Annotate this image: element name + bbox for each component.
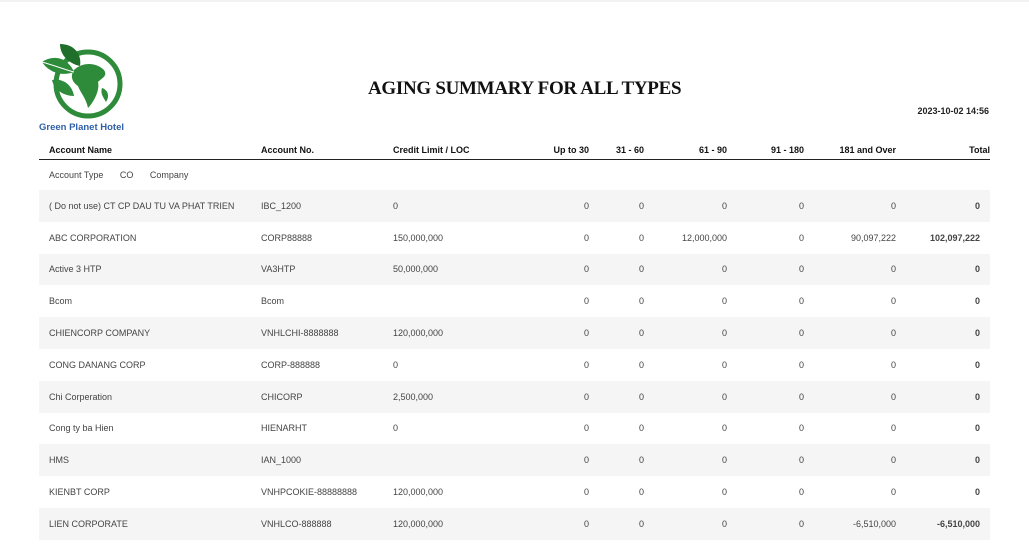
up-to-30-cell: 0 [583,232,589,243]
181-over-cell: 0 [804,317,896,349]
61-90-cell: 0 [644,190,727,222]
credit-limit-cell: 0 [393,359,399,370]
181-over-cell: 0 [804,190,896,222]
181-over-cell: 0 [804,444,896,476]
61-90-cell: 0 [721,487,727,498]
91-180-cell: 0 [798,359,804,370]
91-180-cell: 0 [798,423,804,434]
total-cell: 0 [896,444,990,476]
column-header-up-to-30: Up to 30 [521,140,589,160]
31-60-cell: 0 [589,254,644,286]
account-name-cell: CHIENCORP COMPANY [39,317,261,349]
table-row [39,285,990,317]
account-no-cell: VNHLCO-888888 [261,508,393,540]
account-no-cell: VNHLCHI-8888888 [261,317,393,349]
group-label: Account Type [49,170,104,180]
table-row [39,190,990,222]
31-60-cell: 0 [638,487,644,498]
credit-limit-cell: 120,000,000 [393,508,521,540]
181-over-cell: 0 [804,254,896,286]
account-no-cell: HIENARHT [261,423,308,434]
total-cell: 0 [974,423,980,434]
31-60-cell: 0 [638,423,644,434]
credit-limit-cell [393,444,521,476]
61-90-cell: 0 [721,296,727,307]
up-to-30-cell: 0 [583,423,589,434]
total-cell: 0 [896,254,990,286]
table-row [39,508,990,540]
account-no-cell: VA3HTP [261,254,393,286]
column-header-31-60: 31 - 60 [589,140,644,160]
credit-limit-cell: 150,000,000 [393,232,444,243]
table-row [39,381,990,413]
31-60-cell: 0 [638,359,644,370]
91-180-cell: 0 [727,254,804,286]
account-name-cell: LIEN CORPORATE [39,508,261,540]
61-90-cell: 0 [721,359,727,370]
hotel-name: Green Planet Hotel [39,122,124,133]
up-to-30-cell: 0 [521,254,589,286]
61-90-cell: 0 [644,444,727,476]
credit-limit-cell [393,285,521,317]
91-180-cell: 0 [727,508,804,540]
account-no-cell: CHICORP [261,381,393,413]
column-header-account-name: Account Name [39,140,261,160]
green-planet-logo-icon [38,40,128,132]
91-180-cell: 0 [798,487,804,498]
61-90-cell: 0 [644,317,727,349]
column-header-account-no: Account No. [261,140,393,160]
91-180-cell: 0 [798,232,804,243]
up-to-30-cell: 0 [583,487,589,498]
total-cell: 0 [974,296,980,307]
61-90-cell: 0 [644,508,727,540]
181-over-cell: 90,097,222 [850,232,896,243]
181-over-cell: -6,510,000 [804,508,896,540]
31-60-cell: 0 [589,444,644,476]
total-cell: 0 [974,487,980,498]
61-90-cell: 0 [644,381,727,413]
page-top-border [0,0,1029,2]
account-no-cell: CORP-888888 [261,359,321,370]
account-no-cell: CORP88888 [261,232,313,243]
61-90-cell: 0 [721,423,727,434]
up-to-30-cell: 0 [521,190,589,222]
total-cell: 0 [896,190,990,222]
account-no-cell: VNHPCOKIE-88888888 [261,487,358,498]
31-60-cell: 0 [638,296,644,307]
account-name-cell: ABC CORPORATION [49,232,137,243]
total-cell: -6,510,000 [896,508,990,540]
up-to-30-cell: 0 [583,359,589,370]
credit-limit-cell: 2,500,000 [393,381,521,413]
account-name-cell: Active 3 HTP [39,254,261,286]
account-name-cell: Bcom [49,296,73,307]
up-to-30-cell: 0 [521,381,589,413]
column-header-total: Total [896,140,990,160]
181-over-cell: 0 [890,423,896,434]
total-cell: 102,097,222 [929,232,980,243]
group-header-row [39,160,990,191]
up-to-30-cell: 0 [521,508,589,540]
31-60-cell: 0 [589,381,644,413]
31-60-cell: 0 [638,232,644,243]
up-to-30-cell: 0 [521,317,589,349]
181-over-cell: 0 [890,359,896,370]
credit-limit-cell: 0 [393,423,399,434]
column-header-61-90: 61 - 90 [644,140,727,160]
table-row [39,413,990,445]
column-header-credit-limit: Credit Limit / LOC [393,140,521,160]
31-60-cell: 0 [589,317,644,349]
table-row [39,476,990,508]
column-header-91-180: 91 - 180 [727,140,804,160]
up-to-30-cell: 0 [583,296,589,307]
table-row [39,317,990,349]
account-name-cell: Cong ty ba Hien [49,423,114,434]
181-over-cell: 0 [804,381,896,413]
91-180-cell: 0 [727,381,804,413]
61-90-cell: 12,000,000 [681,232,727,243]
account-name-cell: KIENBT CORP [49,487,110,498]
report-title: AGING SUMMARY FOR ALL TYPES [368,78,682,99]
account-name-cell: CONG DANANG CORP [49,359,146,370]
up-to-30-cell: 0 [521,444,589,476]
total-cell: 0 [974,359,980,370]
table-row [39,222,990,254]
credit-limit-cell: 120,000,000 [393,487,444,498]
account-no-cell: Bcom [261,296,285,307]
total-cell: 0 [896,381,990,413]
account-no-cell: IBC_1200 [261,190,393,222]
table-row [39,349,990,381]
account-name-cell: Chi Corperation [39,381,261,413]
91-180-cell: 0 [727,444,804,476]
181-over-cell: 0 [890,296,896,307]
table-header-row [39,140,990,160]
aging-summary-table [39,140,990,540]
total-cell: 0 [896,317,990,349]
table-row [39,444,990,476]
report-timestamp: 2023-10-02 14:56 [917,106,989,116]
table-row [39,254,990,286]
column-header-181-over: 181 and Over [804,140,896,160]
91-180-cell: 0 [727,317,804,349]
account-name-cell: ( Do not use) CT CP DAU TU VA PHAT TRIEN [39,190,261,222]
credit-limit-cell: 120,000,000 [393,317,521,349]
61-90-cell: 0 [644,254,727,286]
group-name: Company [149,170,189,180]
credit-limit-cell: 50,000,000 [393,254,521,286]
91-180-cell: 0 [798,296,804,307]
181-over-cell: 0 [890,487,896,498]
91-180-cell: 0 [727,190,804,222]
credit-limit-cell: 0 [393,190,521,222]
account-no-cell: IAN_1000 [261,444,393,476]
31-60-cell: 0 [589,508,644,540]
group-code: CO [119,170,134,180]
account-name-cell: HMS [39,444,261,476]
31-60-cell: 0 [589,190,644,222]
